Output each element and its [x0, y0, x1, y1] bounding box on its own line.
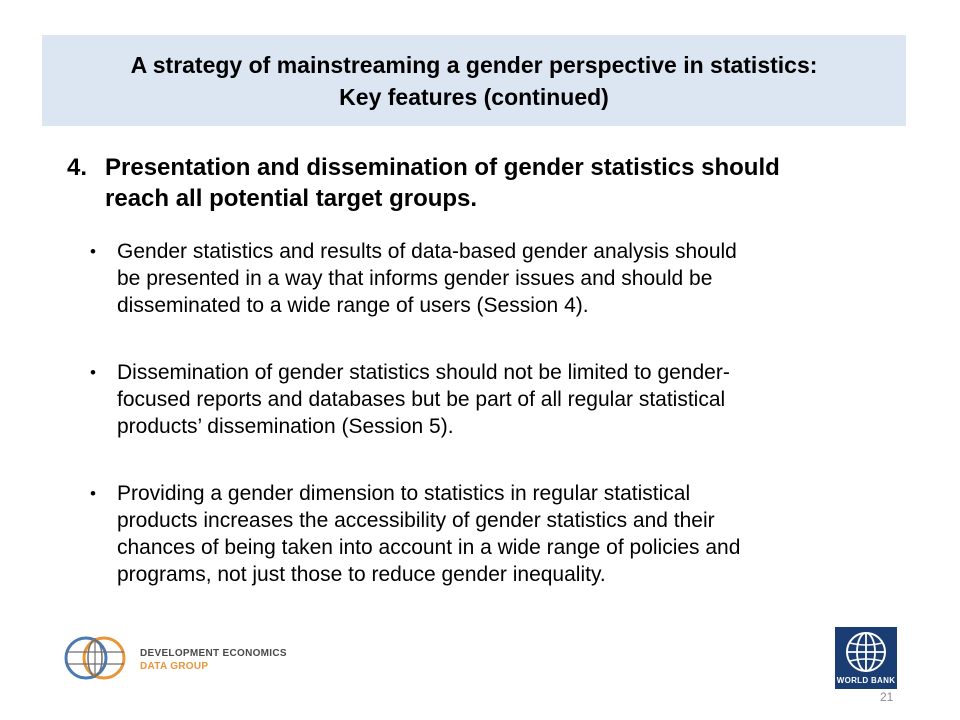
- bullet-text-line: chances of being taken into account in a wide range of policies and: [117, 536, 741, 559]
- heading-line-2: reach all potential target groups.: [105, 185, 478, 212]
- bullet-text-line: Dissemination of gender statistics should not be limited to gender-: [117, 361, 730, 384]
- bullet-icon: •: [90, 484, 96, 503]
- bullet-list: [90, 238, 920, 628]
- bullet-icon: •: [90, 242, 96, 261]
- logo-line-2: DATA GROUP: [140, 661, 209, 672]
- heading-line-1: Presentation and dissemination of gender statistics should: [105, 154, 780, 181]
- logo-text: [140, 647, 287, 673]
- slide-title-line-1: A strategy of mainstreaming a gender perspective in statistics:: [130, 51, 818, 78]
- bullet-item: [90, 359, 920, 440]
- section-heading: [67, 152, 907, 214]
- bullet-text-line: programs, not just those to reduce gender inequality.: [117, 563, 606, 586]
- bullet-text-line: disseminated to a wide range of users (Session 4).: [117, 294, 589, 317]
- bullet-item: [90, 480, 920, 588]
- bullet-item: [90, 238, 920, 319]
- bullet-text-line: products increases the accessibility of gender statistics and their: [117, 509, 715, 532]
- bullet-text-line: Providing a gender dimension to statistics in regular statistical: [117, 482, 691, 505]
- world-bank-label: WORLD BANK: [836, 676, 896, 685]
- bullet-text-line: be presented in a way that informs gender issues and should be: [117, 267, 713, 290]
- logo-line-1: DEVELOPMENT ECONOMICS: [140, 648, 287, 659]
- bullet-text-line: Gender statistics and results of data-based gender analysis should: [117, 240, 737, 263]
- slide-title-line-2: Key features (continued): [339, 83, 609, 110]
- bullet-icon: •: [90, 363, 96, 382]
- bullet-text-line: products’ dissemination (Session 5).: [117, 415, 454, 438]
- heading-number: 4.: [67, 154, 88, 181]
- page-number: 21: [880, 690, 894, 704]
- title-bar: [42, 35, 906, 126]
- bullet-text-line: focused reports and databases but be part of all regular statistical: [117, 388, 726, 411]
